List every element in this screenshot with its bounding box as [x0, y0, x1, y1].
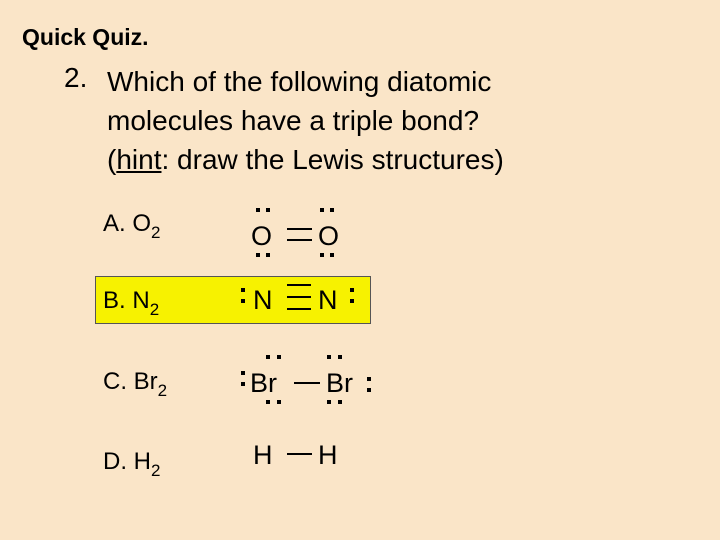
n2-right-atom: N: [318, 285, 338, 315]
option-c-letter: C.: [103, 368, 127, 395]
hint-open-paren: (: [107, 144, 117, 175]
option-d-subscript: 2: [151, 461, 161, 480]
n2-triple-bond: [287, 285, 311, 309]
hint-word: hint: [116, 144, 162, 175]
option-b-letter: B.: [103, 287, 126, 314]
o2-double-bond: [287, 229, 312, 240]
option-a-element: O: [132, 210, 152, 237]
question-line-2: molecules have a triple bond?: [107, 105, 480, 136]
n2-left-atom: N: [253, 285, 273, 315]
option-d-element: H: [133, 448, 152, 475]
h2-right-atom: H: [318, 440, 338, 470]
quiz-heading: Quick Quiz.: [22, 24, 149, 50]
br2-left-atom: Br: [250, 368, 277, 398]
option-a-letter: A.: [103, 210, 126, 237]
br2-right-atom: Br: [326, 368, 353, 398]
o2-right-atom: O: [318, 221, 340, 251]
option-a-subscript: 2: [151, 223, 161, 242]
option-d-letter: D.: [103, 448, 127, 475]
lewis-structure-h2: [253, 440, 338, 470]
option-c-subscript: 2: [157, 381, 168, 400]
lewis-structure-o2: [251, 208, 339, 257]
question-number: 2.: [64, 62, 88, 93]
lewis-structure-br2: [241, 355, 371, 404]
option-b-subscript: 2: [149, 300, 160, 319]
option-b-element: N: [132, 287, 150, 314]
o2-left-atom: O: [251, 221, 273, 251]
hint-rest: : draw the Lewis structures): [161, 144, 504, 175]
lewis-structure-n2: [241, 285, 354, 315]
question-line-1: Which of the following diatomic: [107, 66, 492, 97]
h2-left-atom: H: [253, 440, 273, 470]
option-c-element: Br: [133, 368, 158, 395]
